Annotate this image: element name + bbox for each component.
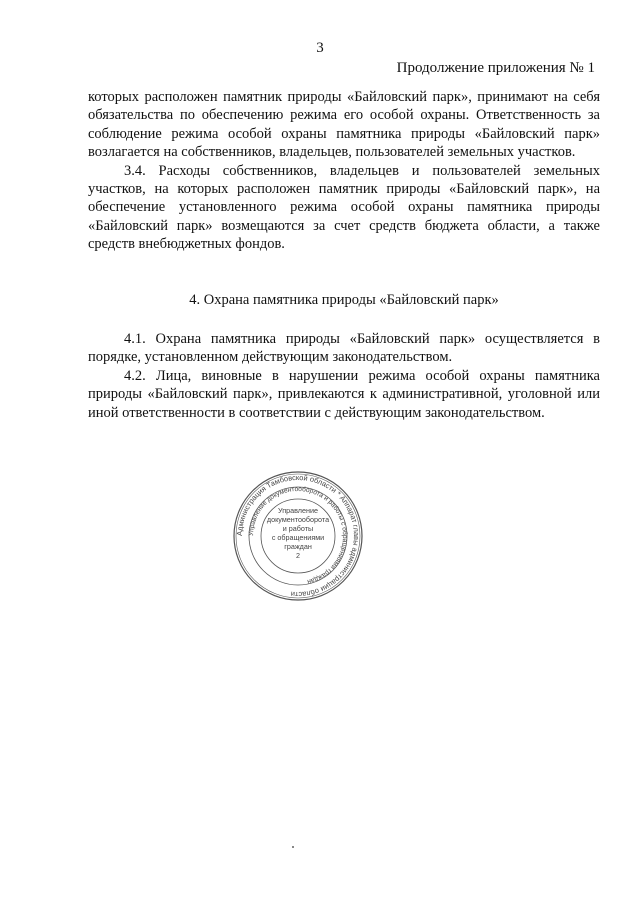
paragraph-4-1: 4.1. Охрана памятника природы «Байловский парк» осуществляется в порядке, установленном действующим законодательством. xyxy=(88,331,600,366)
appendix-continuation: Продолжение приложения № 1 xyxy=(396,60,595,76)
paragraph-3-3-continued: которых расположен памятник природы «Байловский парк», принимают на себя обязательства по обеспечению режима его особой охраны. Ответственность за соблюдение режима особой охраны памятника природы «Байловский парк» возлагается на собственников, владельцев, пользователей земельных участков. xyxy=(88,89,600,161)
seal-outer-text: Администрация Тамбовской области * Аппарат главы администрации области xyxy=(234,472,362,600)
document-body xyxy=(88,88,600,422)
paragraph-4-2: 4.2. Лица, виновные в нарушении режима особой охраны памятника природы «Байловский парк», привлекаются к административной, уголовной или иной ответственности в соответствии с действующим законодательством. xyxy=(88,367,600,421)
seal-center-text: Управление документооборота и работы с обращениями граждан 2 xyxy=(266,506,330,560)
seal-middle-text: Управление документооборота и работы с обращениями граждан xyxy=(247,485,349,586)
paragraph-3-4: 3.4. Расходы собственников, владельцев и пользователей земельных участков, на которых расположен памятник природы «Байловский парк», на обеспечение установленного режима особой охраны памятника природы «Байловский парк» возмещаются за счет средств бюджета области, а также средств внебюджетных фондов. xyxy=(88,162,600,253)
page-number: 3 xyxy=(316,40,324,56)
scan-speck xyxy=(292,846,294,848)
official-seal xyxy=(232,470,364,602)
section-4-title: 4. Охрана памятника природы «Байловский парк» xyxy=(189,291,499,308)
